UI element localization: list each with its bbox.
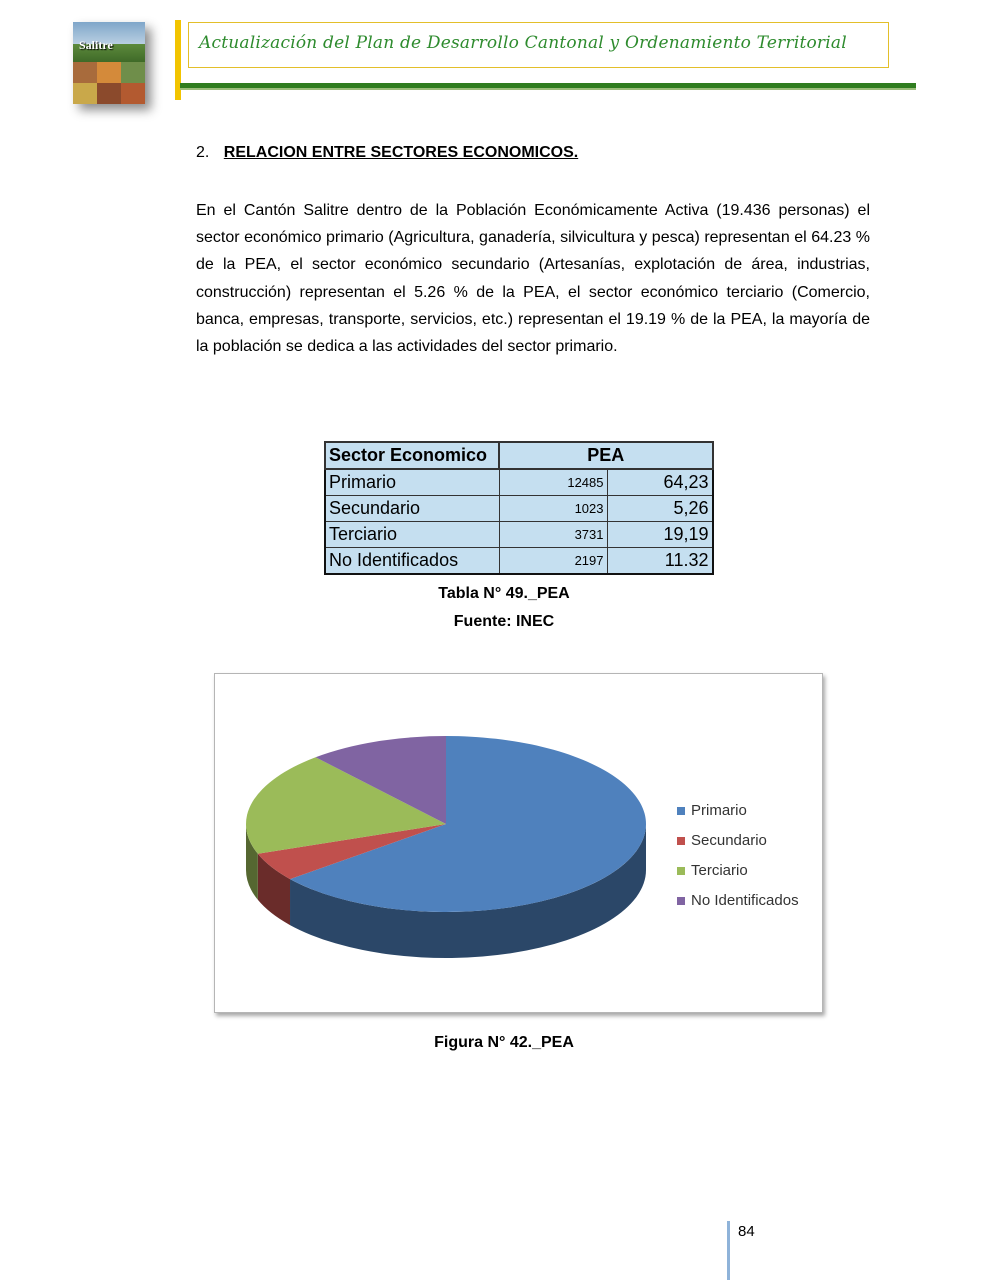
logo-photo-tile [121,62,145,83]
page-number: 84 [738,1223,755,1240]
legend-swatch [677,897,685,905]
legend-swatch [677,867,685,875]
table-cell-percent: 64,23 [607,469,713,496]
legend-swatch [677,837,685,845]
table-header-row [325,442,713,469]
pie-chart [215,674,655,1012]
table-cell-count: 12485 [499,469,607,496]
pie-top-layer [246,736,646,912]
header-title-box [188,22,889,68]
logo-photo-tile [97,62,121,83]
table-cell-count: 3731 [499,522,607,548]
table-cell-sector: Primario [325,469,499,496]
pea-table [324,441,714,575]
table-row [325,522,713,548]
legend-label: Secundario [691,832,767,849]
table-row [325,548,713,575]
logo-text: Salitre [79,38,113,52]
table-cell-sector: Secundario [325,496,499,522]
table-cell-sector: No Identificados [325,548,499,575]
table-caption: Tabla N° 49._PEA [438,585,570,602]
table-cell-sector: Terciario [325,522,499,548]
section-heading [196,144,578,162]
table-row [325,469,713,496]
table-cell-count: 1023 [499,496,607,522]
table-cell-percent: 19,19 [607,522,713,548]
logo-photo-tile [73,62,97,83]
table-cell-percent: 11.32 [607,548,713,575]
legend-label: Terciario [691,862,748,879]
table-source: Fuente: INEC [453,613,555,630]
header-rule-shadow [180,88,916,90]
body-paragraph: En el Cantón Salitre dentro de la Población Económicamente Activa (19.436 personas) el sector económico primario (Agricultura, ganadería, silvicultura y pesca) representan el 64.23 % de la PEA, el sector económico secundario (Artesanías, explotación de área, industrias, construcción) representan el 5.26 % de la PEA, el sector económico terciario (Comercio, banca, empresas, transporte, servicios, etc.) representan el 19.19 % de la PEA, la mayoría de la población se dedica a las actividades del sector primario. [196,202,870,356]
pie-chart-frame [214,673,823,1013]
table-header-sector: Sector Economico [325,442,499,469]
figure-caption: Figura N° 42._PEA [434,1034,574,1051]
logo-photo-tile [73,83,97,104]
header-title: Actualización del Plan de Desarrollo Cantonal y Ordenamiento Territorial [199,33,847,53]
page-number-rule [727,1221,730,1280]
table-row [325,496,713,522]
legend-label: No Identificados [691,892,799,909]
logo-photo-tile [121,83,145,104]
legend-swatch [677,807,685,815]
table-cell-percent: 5,26 [607,496,713,522]
table-cell-count: 2197 [499,548,607,575]
legend-label: Primario [691,802,747,819]
header-logo [73,22,145,104]
logo-photo-tile [97,83,121,104]
section-number: 2. [196,144,210,161]
table-header-pea: PEA [499,442,713,469]
section-title: RELACION ENTRE SECTORES ECONOMICOS. [223,144,579,161]
